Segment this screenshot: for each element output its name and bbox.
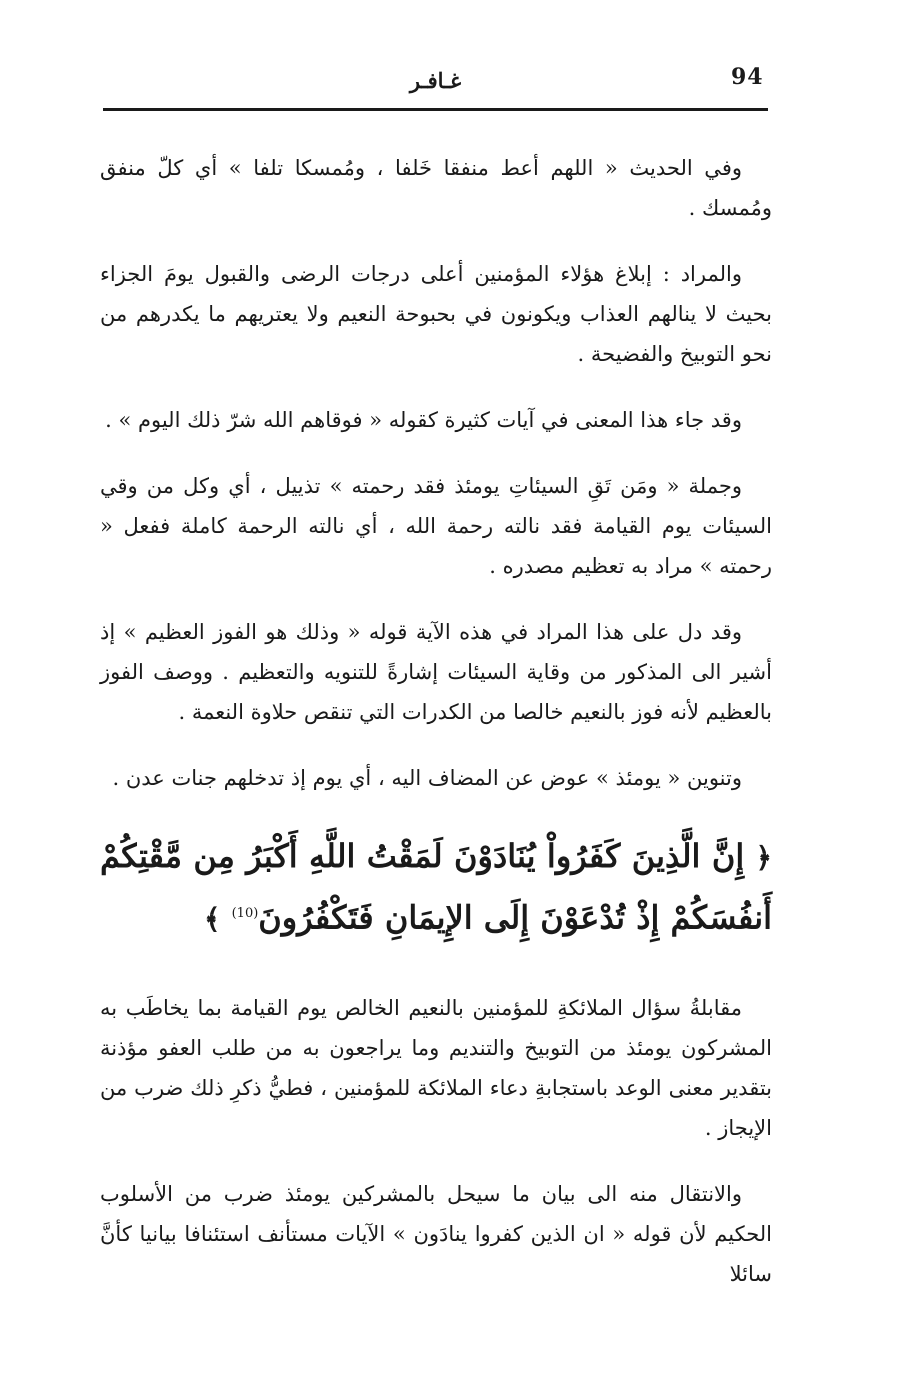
paragraph: والمراد : إبلاغ هؤلاء المؤمنين أعلى درجات الرضى والقبول يومَ الجزاء بحيث لا ينالهم العذاب ويكونون في بحبوحة النعيم ولا يعتريهم ما يكدرهم من نحو التوبيخ والفضيحة . xyxy=(100,262,772,366)
verse-close-ornament: ﴾ xyxy=(204,902,221,936)
header-rule xyxy=(103,108,768,111)
paragraph: وجملة « ومَن تَقِ السيئاتِ يومئذ فقد رحمته » تذييل ، أي وكل من وقي السيئات يوم القيامة فقد نالته رحمة الله ، أي نالته الرحمة كاملة ففعل « رحمته » مراد به تعظيم مصدره . xyxy=(100,474,772,578)
verse-text: إِنَّ الَّذِينَ كَفَرُواْ يُنَادَوْنَ لَمَقْتُ اللَّهِ أَكْبَرُ مِن مَّقْتِكُمْ أَنفُسَكُمْ إِذْ تُدْعَوْنَ إِلَى الإِيمَانِ فَتَكْفُرُونَ xyxy=(100,837,772,937)
page-number: 94 xyxy=(731,64,764,90)
paragraph: وقد جاء هذا المعنى في آيات كثيرة كقوله « فوقاهم الله شرّ ذلك اليوم » . xyxy=(105,408,742,432)
page-body xyxy=(100,148,772,1320)
paragraph: والانتقال منه الى بيان ما سيحل بالمشركين يومئذ ضرب من الأسلوب الحكيم لأن قوله « ان الذين كفروا ينادَون » الآيات مستأنف استئنافا بيانيا كأنَّ سائلا xyxy=(100,1181,772,1286)
page-header xyxy=(103,62,768,106)
paragraph: وقد دل على هذا المراد في هذه الآية قوله « وذلك هو الفوز العظيم » إذ أشير الى المذكور من وقاية السيئات إشارةً للتنويه والتعظيم . ووصف الفوز بالعظيم لأنه فوز بالنعيم خالصا من الكدرات التي تنقص حلاوة النعمة . xyxy=(100,620,772,724)
paragraph: مقابلةُ سؤال الملائكةِ للمؤمنين بالنعيم الخالص يوم القيامة بما يخاطَب به المشركون يومئذ من التوبيخ والتنديم وما يراجعون به من طلب العفو مؤذنة بتقدير معنى الوعد باستجابةِ دعاء الملائكة للمؤمنين ، فطيُّ ذكرِ ذلك ضرب من الإيجاز . xyxy=(100,995,772,1140)
quran-verse xyxy=(100,828,772,948)
paragraph: وفي الحديث « اللهم أعط منفقا خَلفا ، ومُمسكا تلفا » أي كلّ منفق ومُمسك . xyxy=(100,156,772,220)
running-title: غـافـر xyxy=(409,68,462,93)
paragraph: وتنوين « يومئذ » عوض عن المضاف اليه ، أي يوم إذ تدخلهم جنات عدن . xyxy=(112,766,742,790)
verse-number: (10) xyxy=(231,906,259,921)
verse-open-ornament: ﴿ xyxy=(755,841,773,874)
